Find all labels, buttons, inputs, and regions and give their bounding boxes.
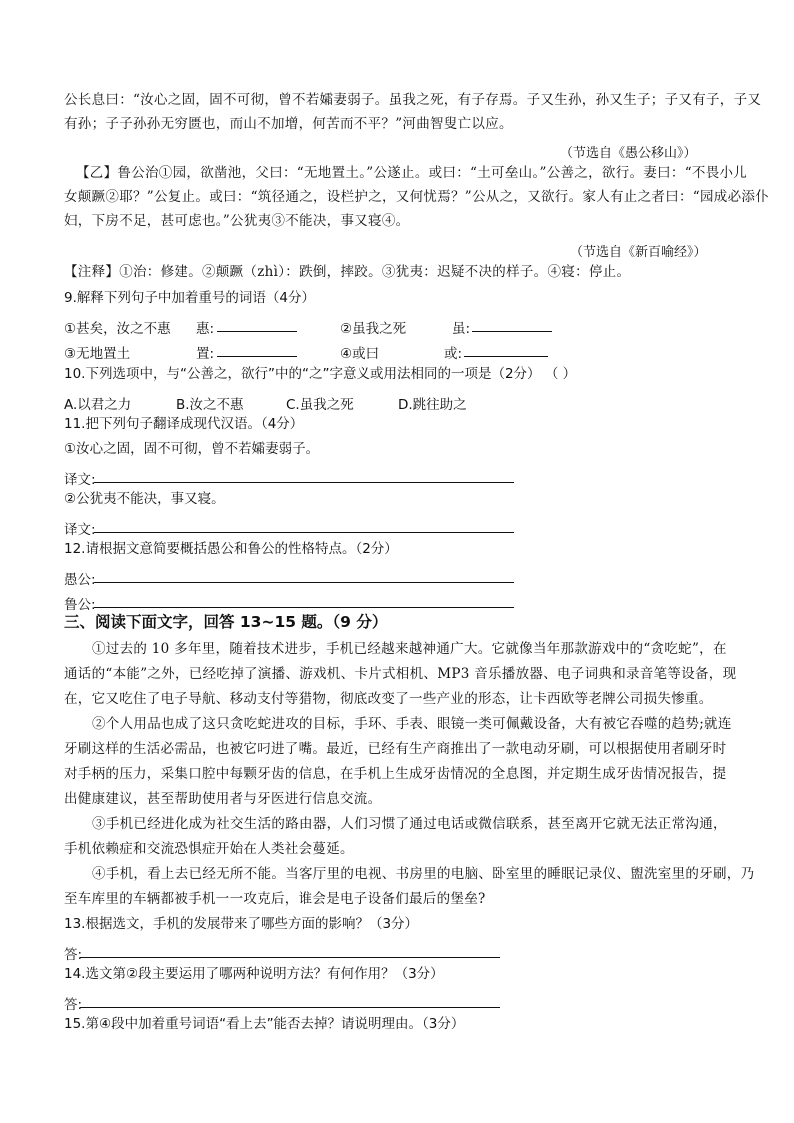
q9-item-4-word: 或:	[444, 346, 463, 362]
q11-answer-line-1[interactable]	[94, 482, 514, 483]
q9-item-2-word: 虽:	[452, 321, 471, 337]
reading-p1-line-3: 在，它又吃住了电子导航、移动支付等猎物，彻底改变了一些产业的形态，让卡西欧等老牌公司损失惨重。	[64, 691, 713, 707]
reading-p2-line-2: 牙刷这样的生活必需品，也被它叼进了嘴。最近，已经有生产商推出了一款电动牙刷，可以根据使用者刷牙时	[64, 741, 727, 757]
q12-label-yugong: 愚公:	[64, 572, 96, 588]
q10-title: 10.下列选项中，与“公善之，欲行”中的“之”字意义或用法相同的一项是（2分） （ ）	[64, 366, 577, 382]
q9-item-2-sentence: ②虽我之死	[340, 321, 407, 337]
q11-title: 11.把下列句子翻译成现代汉语。（4分）	[64, 416, 304, 432]
q11-sentence-2: ②公犹夷不能决，事又寝。	[64, 491, 225, 507]
q12-answer-line-lugong[interactable]	[94, 607, 514, 608]
reading-p1-line-1: ①过去的 10 多年里，随着技术进步，手机已经越来越神通广大。它就像当年那款游戏中的“贪吃蛇”，在	[92, 641, 727, 657]
q11-sentence-1: ①汝心之固，固不可彻，曾不若孀妻弱子。	[64, 441, 320, 457]
q12-label-lugong: 鲁公:	[64, 597, 96, 613]
passage-jia-line-1: 公长息曰：“汝心之固，固不可彻，曾不若孀妻弱子。虽我之死，有子存焉。子又生孙，孙又生子；子又有子，子又	[64, 92, 762, 108]
q11-translation-label-2: 译文:	[64, 522, 96, 538]
q9-item-3-blank[interactable]	[217, 356, 297, 357]
section-3-heading: 三、阅读下面文字，回答 13~15 题。（9 分）	[64, 613, 388, 631]
q12-title: 12.请根据文意简要概括愚公和鲁公的性格特点。（2分）	[64, 541, 398, 557]
q14-answer-label: 答:	[64, 997, 83, 1013]
reading-p2-line-4: 出健康建议，甚至帮助使用者与牙医进行信息交流。	[64, 791, 382, 807]
reading-p3-line-1: ③手机已经进化成为社交生活的路由器，人们习惯了通过电话或微信联系，甚至离开它就无法正常沟通，	[92, 816, 727, 832]
passage-jia-source: （节选自《愚公移山》）	[560, 146, 697, 161]
reading-p2-line-1: ②个人用品也成了这只贪吃蛇进攻的目标，手环、手表、眼镜一类可佩戴设备，大有被它吞噬的趋势;就连	[92, 716, 732, 732]
passage-yi-line-3: 妇，下房不足，甚可虑也。”公犹夷③不能决，事又寝④。	[64, 213, 410, 229]
q10-option-b[interactable]: B.汝之不惠	[176, 397, 244, 413]
reading-p1-line-2: 通话的“本能”之外，已经吃掉了演播、游戏机、卡片式相机、MP3 音乐播放器、电子词典和录音笔等设备，现	[64, 666, 737, 682]
q11-translation-label-1: 译文:	[64, 472, 96, 488]
passage-yi-line-2: 女颠蹶②耶？”公复止。或曰：“筑径通之，设栏护之，又何忧焉？”公从之，又欲行。家人有止之者曰：“园成必添仆	[64, 189, 770, 205]
q9-title: 9.解释下列句子中加着重号的词语（4分）	[64, 290, 315, 306]
q13-title: 13.根据选文，手机的发展带来了哪些方面的影响？（3分）	[64, 916, 419, 932]
q11-answer-line-2[interactable]	[94, 532, 514, 533]
q10-option-a[interactable]: A.以君之力	[64, 397, 132, 413]
q14-title: 14.选文第②段主要运用了哪两种说明方法？有何作用？（3分）	[64, 966, 444, 982]
q9-item-3-sentence: ③无地置土	[64, 346, 131, 362]
q10-option-c[interactable]: C.虽我之死	[286, 397, 354, 413]
reading-p2-line-3: 对手柄的压力，采集口腔中每颗牙齿的信息，在手机上生成牙齿情况的全息图，并定期生成牙齿情况报告，提	[64, 766, 727, 782]
q9-item-3-word: 置:	[196, 346, 215, 362]
q13-answer-line[interactable]	[80, 957, 500, 958]
annotation-notes: 【注释】①治：修建。②颠蹶（zhì）：跌倒，摔跤。③犹夷：迟疑不决的样子。④寝：停止。	[64, 264, 631, 280]
q9-item-1-sentence: ①甚矣，汝之不惠	[64, 321, 171, 337]
q10-option-d[interactable]: D.跳往助之	[398, 397, 467, 413]
passage-jia-line-2: 有孙；子子孙孙无穷匮也，而山不加增，何苦而不平？”河曲智叟亡以应。	[64, 116, 513, 132]
q9-item-4-blank[interactable]	[464, 356, 548, 357]
q9-item-4-sentence: ④或曰	[340, 346, 380, 362]
q9-item-1-word: 惠:	[196, 321, 215, 337]
q9-item-1-blank[interactable]	[217, 331, 297, 332]
q13-answer-label: 答:	[64, 947, 83, 963]
q14-answer-line[interactable]	[80, 1007, 500, 1008]
q15-title: 15.第④段中加着重号词语“看上去”能否去掉？请说明理由。（3分）	[64, 1016, 465, 1032]
reading-p4-line-2: 至车库里的车辆都被手机一一攻克后，谁会是电子设备们最后的堡垒?	[64, 891, 486, 907]
reading-p3-line-2: 手机依赖症和交流恐惧症开始在人类社会蔓延。	[64, 841, 354, 857]
q9-item-2-blank[interactable]	[472, 331, 552, 332]
q12-answer-line-yugong[interactable]	[94, 582, 514, 583]
passage-yi-line-1: 【乙】鲁公治①园，欲凿池，父曰：“无地置土。”公遂止。或曰：“土可垒山。”公善之，欲行。妻曰：“不畏小儿	[76, 165, 748, 181]
passage-yi-source: （节选自《新百喻经》）	[570, 245, 707, 260]
reading-p4-line-1: ④手机，看上去已经无所不能。当客厅里的电视、书房里的电脑、卧室里的睡眠记录仪、盥洗室里的牙刷，乃	[92, 866, 755, 882]
